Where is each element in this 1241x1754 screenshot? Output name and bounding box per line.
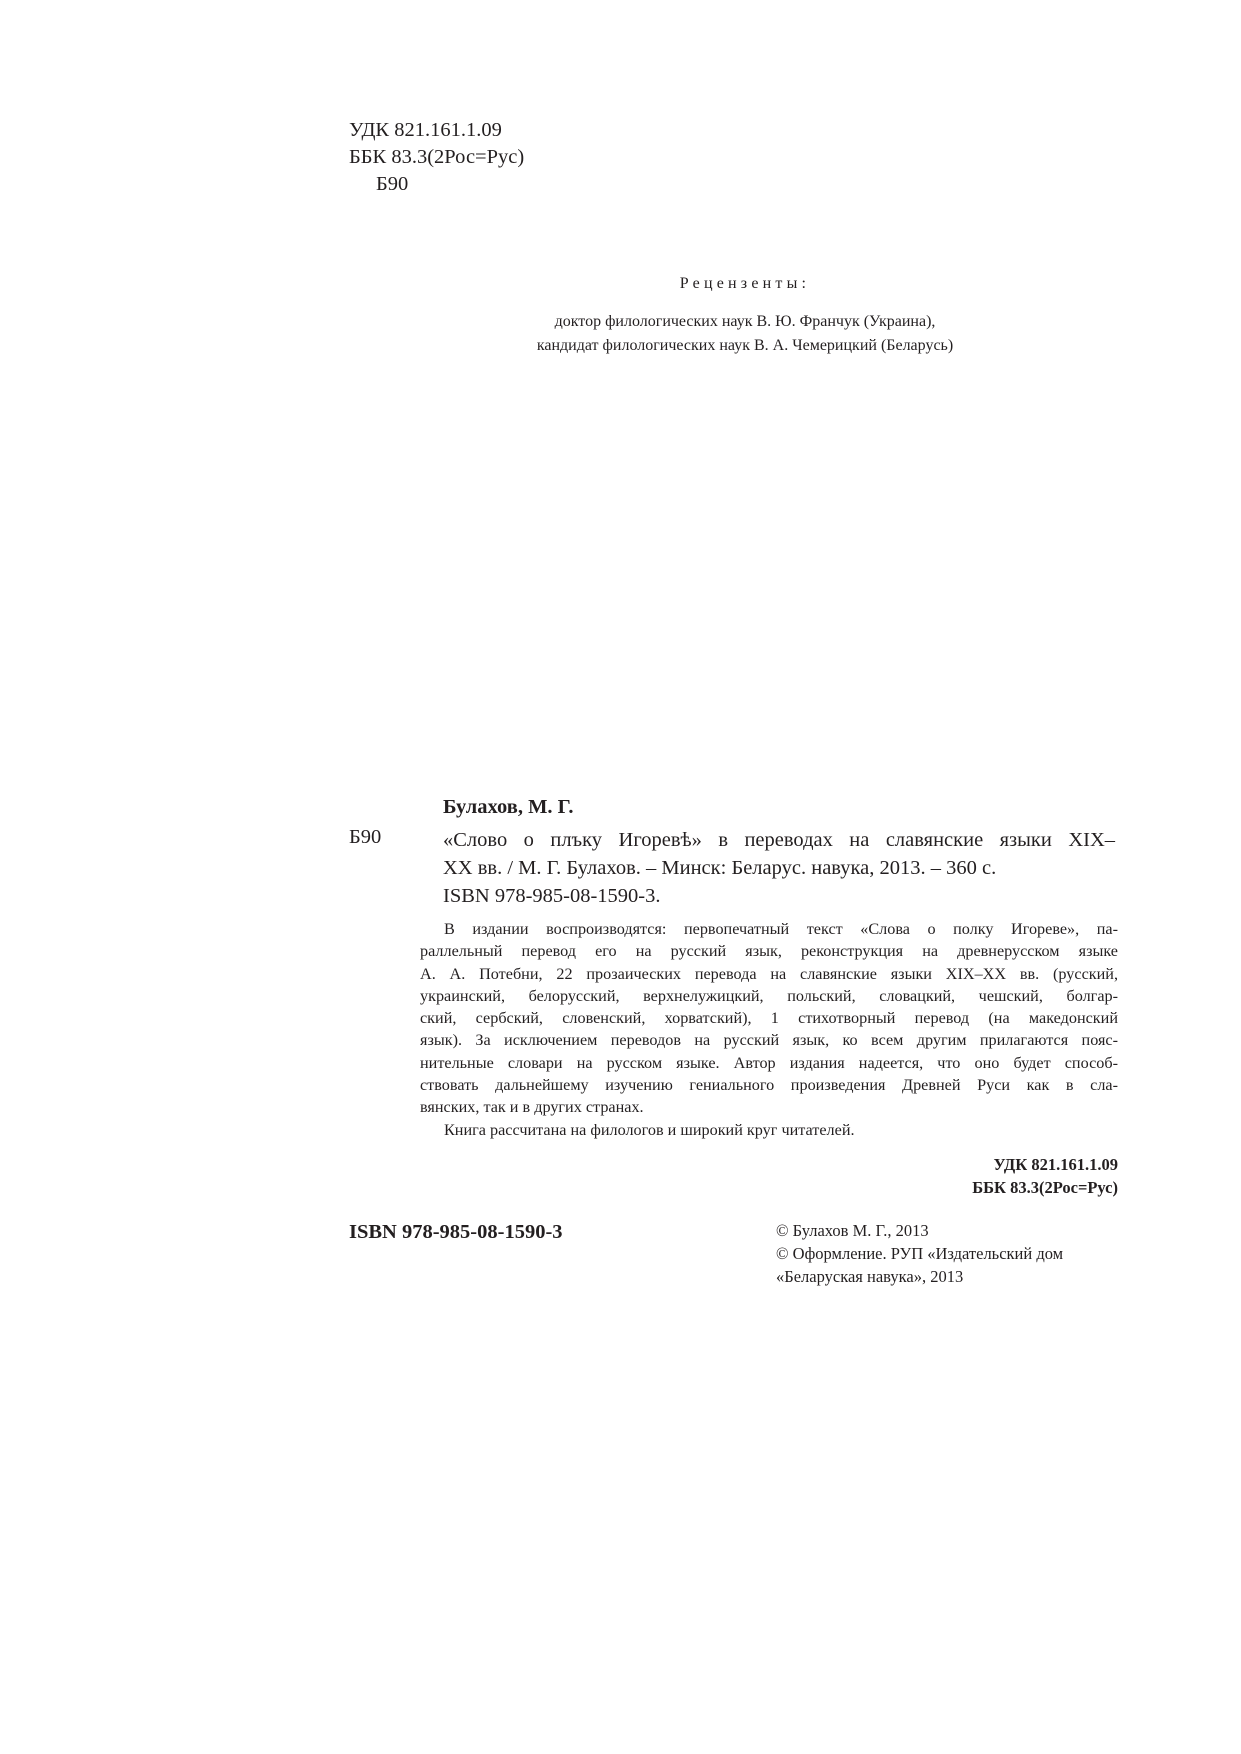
annotation — [420, 918, 1118, 1141]
udk-code: УДК 821.161.1.09 — [993, 1155, 1118, 1174]
reviewers-section — [400, 272, 1090, 358]
annotation-line: ский, сербский, словенский, хорватский), 1 стихотворный перевод (на македонский — [420, 1009, 1118, 1028]
annotation-line: раллельный перевод его на русский язык, реконструкция на древнерусском языке — [420, 942, 1118, 961]
copyright-line: © Булахов М. Г., 2013 — [776, 1221, 929, 1240]
annotation-line: язык). За исключением переводов на русский язык, ко всем другим прилагаются пояс- — [420, 1031, 1118, 1050]
annotation-line: украинский, белорусский, верхнелужицкий, польский, словацкий, чешский, болгар- — [420, 986, 1118, 1005]
reviewers-heading: Рецензенты: — [679, 275, 811, 292]
bbk-code: ББК 83.3(2Рос=Рус) — [349, 146, 525, 168]
bbk-code: ББК 83.3(2Рос=Рус) — [972, 1178, 1118, 1197]
annotation-line: ствовать дальнейшему изучению гениального произведения Древней Руси как в сла- — [420, 1076, 1118, 1095]
copyright-line: «Беларуская навука», 2013 — [776, 1267, 964, 1286]
classification-codes-bottom — [700, 1153, 1118, 1199]
title-line: «Слово о плъку Игоревѣ» в переводах на славянские языки XIX– — [443, 829, 1115, 851]
reviewer-1: доктор филологических наук В. Ю. Франчук (Украина), — [554, 313, 936, 330]
card-author: Булахов, М. Г. — [443, 796, 574, 818]
shelf-code: Б90 — [376, 173, 409, 195]
classification-codes-top — [349, 117, 524, 198]
copyright — [776, 1219, 1063, 1288]
card-shelf-code: Б90 — [349, 826, 382, 848]
udk-code: УДК 821.161.1.09 — [349, 119, 502, 141]
annotation-line: нительные словари на русском языке. Автор издания надеется, что оно будет способ- — [420, 1053, 1118, 1072]
copyright-line: © Оформление. РУП «Издательский дом — [776, 1244, 1064, 1263]
title-line: XX вв. / М. Г. Булахов. – Минск: Беларус. навука, 2013. – 360 с. — [443, 857, 997, 879]
isbn: ISBN 978-985-08-1590-3 — [349, 1221, 563, 1243]
reviewer-2: кандидат филологических наук В. А. Чемерицкий (Беларусь) — [536, 337, 954, 354]
annotation-line: А. А. Потебни, 22 прозаических перевода на славянские языки XIX–XX вв. (русский, — [420, 964, 1118, 983]
annotation-readers: Книга рассчитана на филологов и широкий круг читателей. — [444, 1120, 855, 1139]
annotation-line: В издании воспроизводятся: первопечатный текст «Слова о полку Игореве», па- — [444, 920, 1118, 938]
isbn-line: ISBN 978-985-08-1590-3. — [443, 885, 661, 907]
annotation-line: вянских, так и в других странах. — [420, 1098, 644, 1117]
card-title-entry — [443, 826, 1115, 910]
